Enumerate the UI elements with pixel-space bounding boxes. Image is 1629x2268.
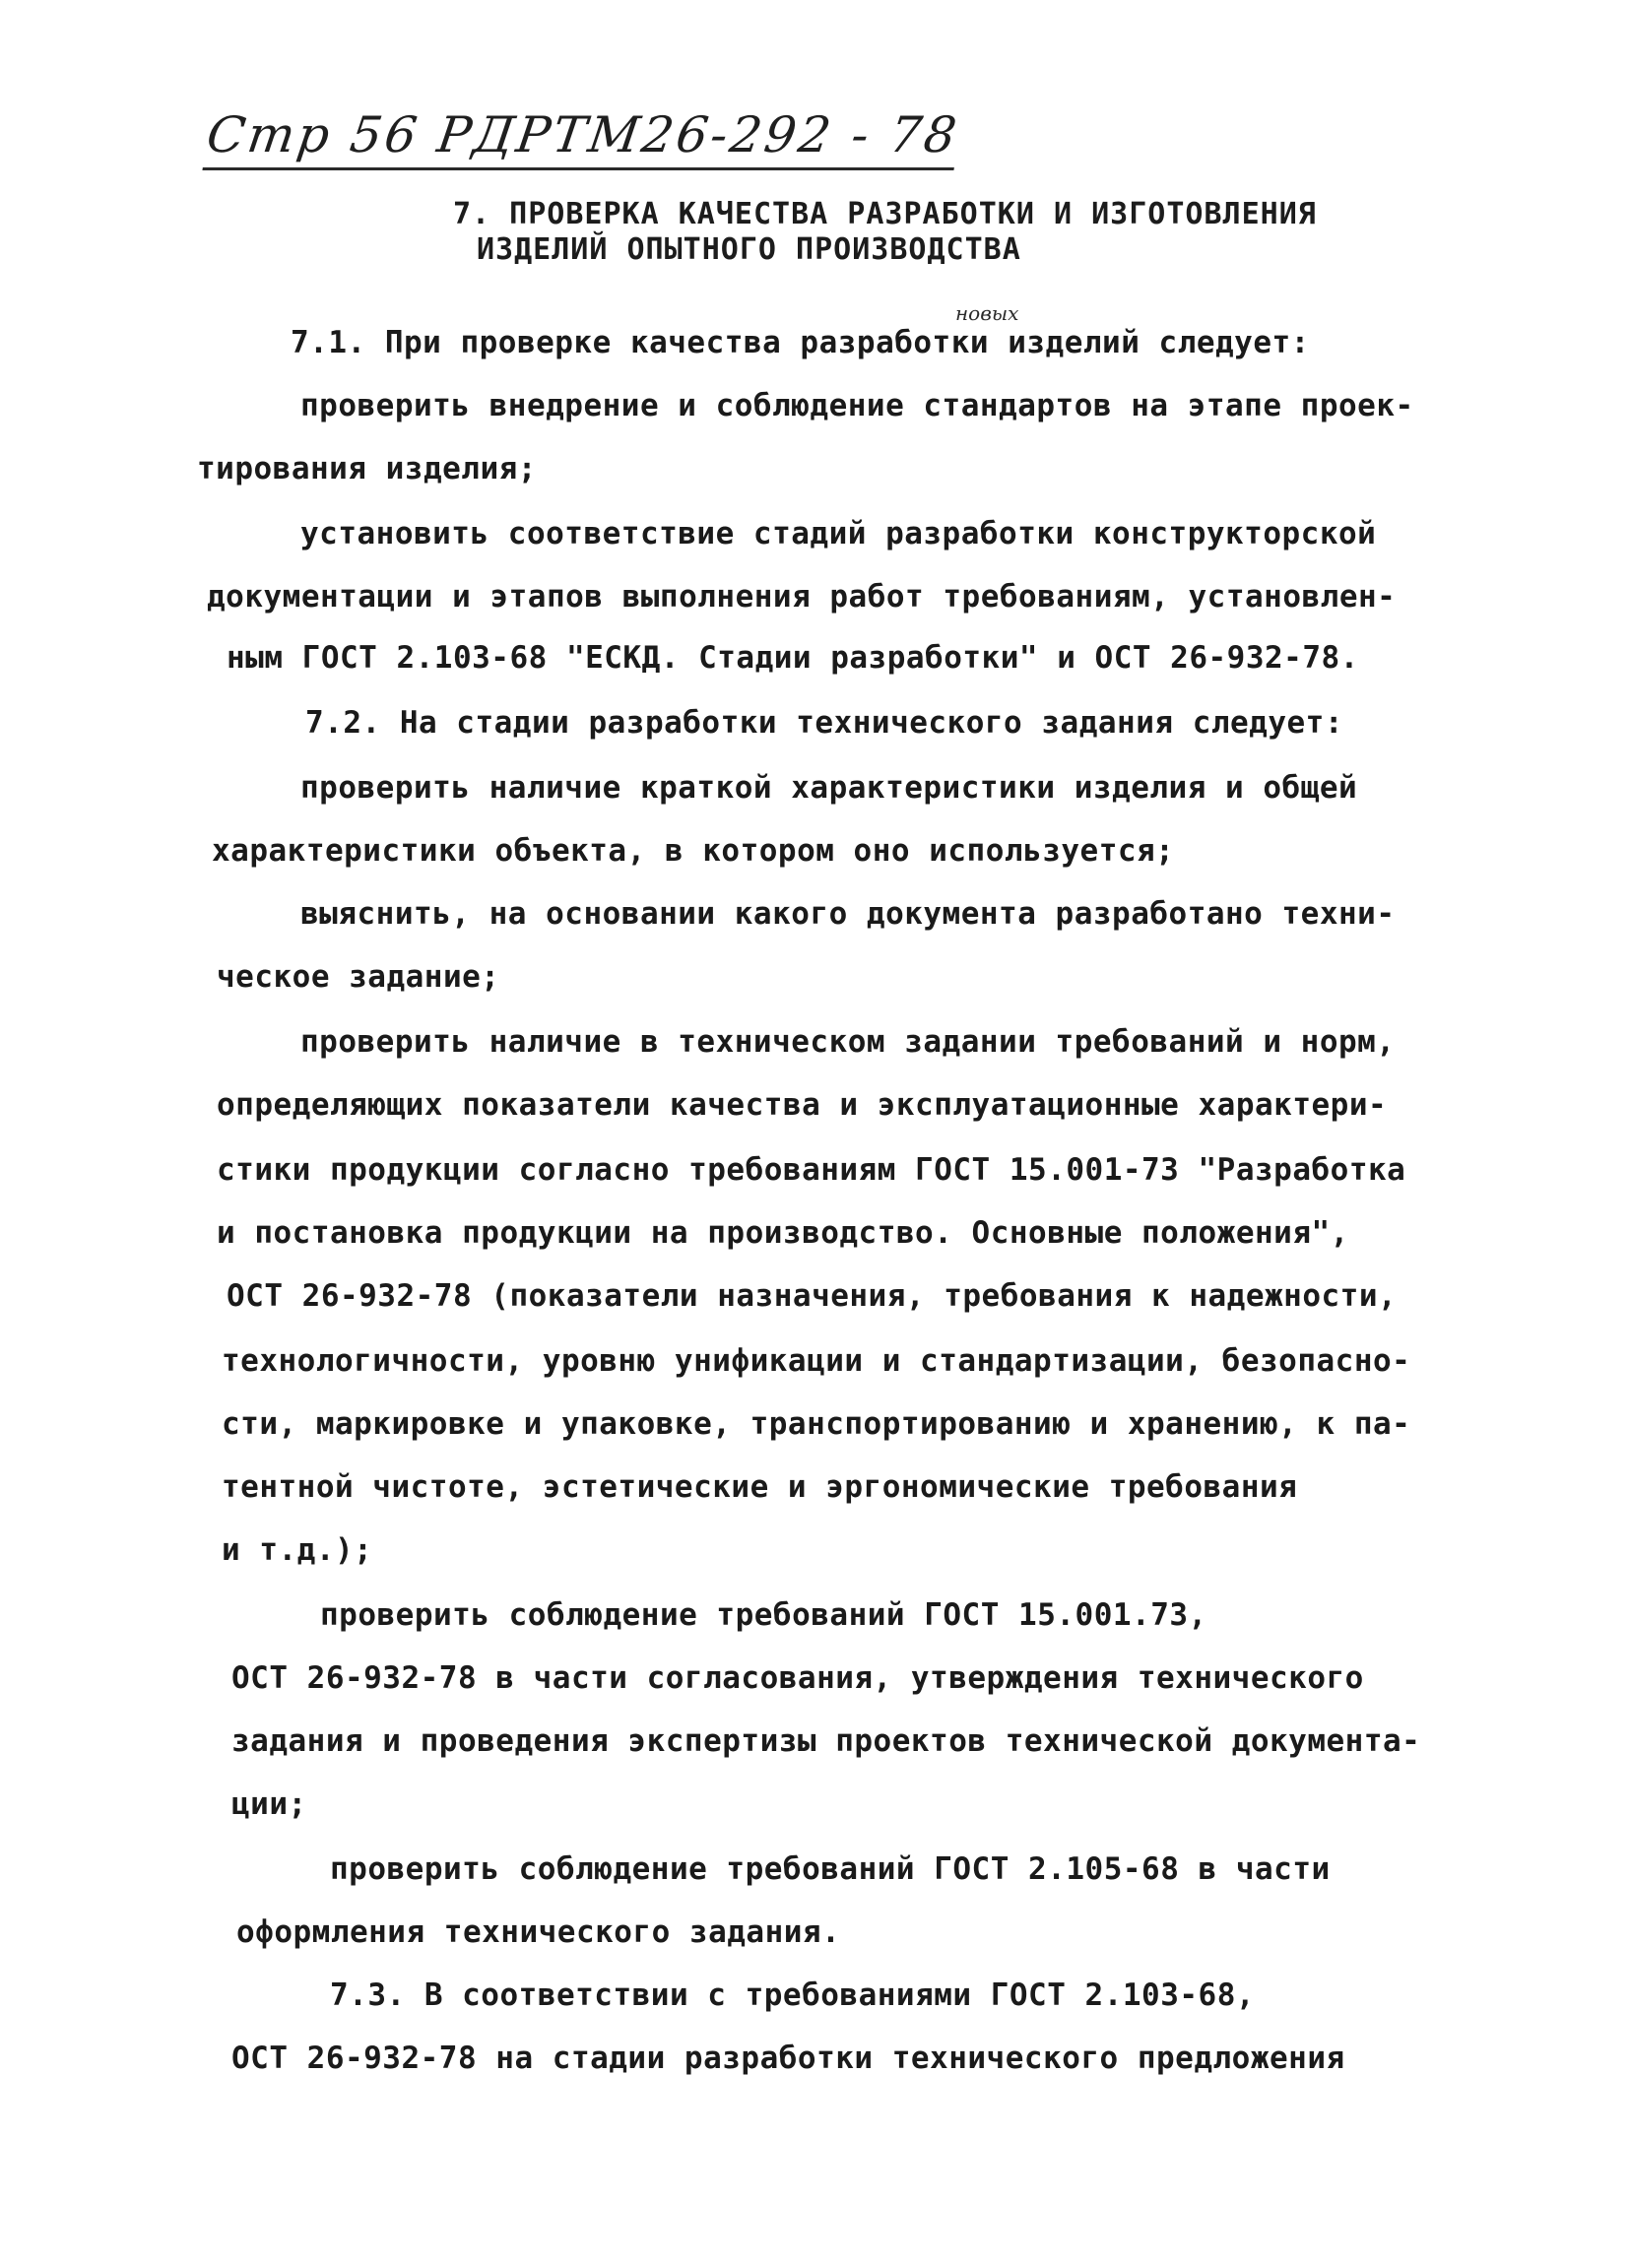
text-line: 7.2. На стадии разработки технического задания следует: — [305, 705, 1343, 741]
text-line: определяющих показатели качества и эксплуатационные характери- — [217, 1087, 1388, 1123]
text-line: установить соответствие стадий разработки конструкторской — [300, 516, 1377, 551]
text-line: и т.д.); — [222, 1532, 373, 1568]
text-line: выяснить, на основании какого документа разработано техни- — [300, 896, 1396, 932]
text-line: характеристики объекта, в котором оно используется; — [212, 833, 1175, 869]
text-line: ным ГОСТ 2.103-68 "ЕСКД. Стадии разработки" и ОСТ 26-932-78. — [227, 640, 1359, 676]
text-line: проверить наличие в техническом задании требований и норм, — [300, 1024, 1396, 1060]
text-line: проверить внедрение и соблюдение стандартов на этапе проек- — [300, 388, 1414, 423]
text-line: тирования изделия; — [197, 451, 537, 486]
page-reference-header: Стр 56 РДРТМ26-292 - 78 — [202, 106, 962, 170]
text-line: 7.1. При проверке качества разработки изделий следует: — [291, 325, 1310, 360]
section-title-line-1: 7. ПРОВЕРКА КАЧЕСТВА РАЗРАБОТКИ И ИЗГОТОВЛЕНИЯ — [453, 197, 1317, 231]
text-line: проверить соблюдение требований ГОСТ 15.001.73, — [320, 1597, 1207, 1633]
text-line: ции; — [231, 1786, 307, 1822]
text-line: тентной чистоте, эстетические и эргономические требования — [222, 1469, 1298, 1505]
section-title-line-2: ИЗДЕЛИЙ ОПЫТНОГО ПРОИЗВОДСТВА — [477, 232, 1021, 267]
text-line: документации и этапов выполнения работ требованиям, установлен- — [207, 579, 1397, 615]
text-line: технологичности, уровню унификации и стандартизации, безопасно- — [222, 1343, 1411, 1379]
text-line: и постановка продукции на производство. Основные положения", — [217, 1215, 1349, 1251]
text-line: ческое задание; — [217, 959, 500, 995]
text-line: задания и проведения экспертизы проектов технической документа- — [231, 1723, 1421, 1759]
text-line: проверить соблюдение требований ГОСТ 2.105-68 в части — [330, 1851, 1331, 1887]
text-line: стики продукции согласно требованиям ГОСТ 15.001-73 "Разработка — [217, 1152, 1406, 1188]
text-line: 7.3. В соответствии с требованиями ГОСТ 2.103-68, — [330, 1977, 1256, 2013]
text-line: ОСТ 26-932-78 в части согласования, утверждения технического — [231, 1660, 1364, 1696]
text-line: проверить наличие краткой характеристики изделия и общей — [300, 770, 1358, 806]
text-line: ОСТ 26-932-78 (показатели назначения, требования к надежности, — [227, 1278, 1398, 1314]
text-line: ОСТ 26-932-78 на стадии разработки технического предложения — [231, 2041, 1345, 2076]
section-title — [453, 197, 1438, 268]
text-line: сти, маркировке и упаковке, транспортированию и хранению, к па- — [222, 1406, 1411, 1442]
text-line: оформления технического задания. — [236, 1914, 841, 1950]
handwritten-annotation: новых — [955, 301, 1019, 325]
